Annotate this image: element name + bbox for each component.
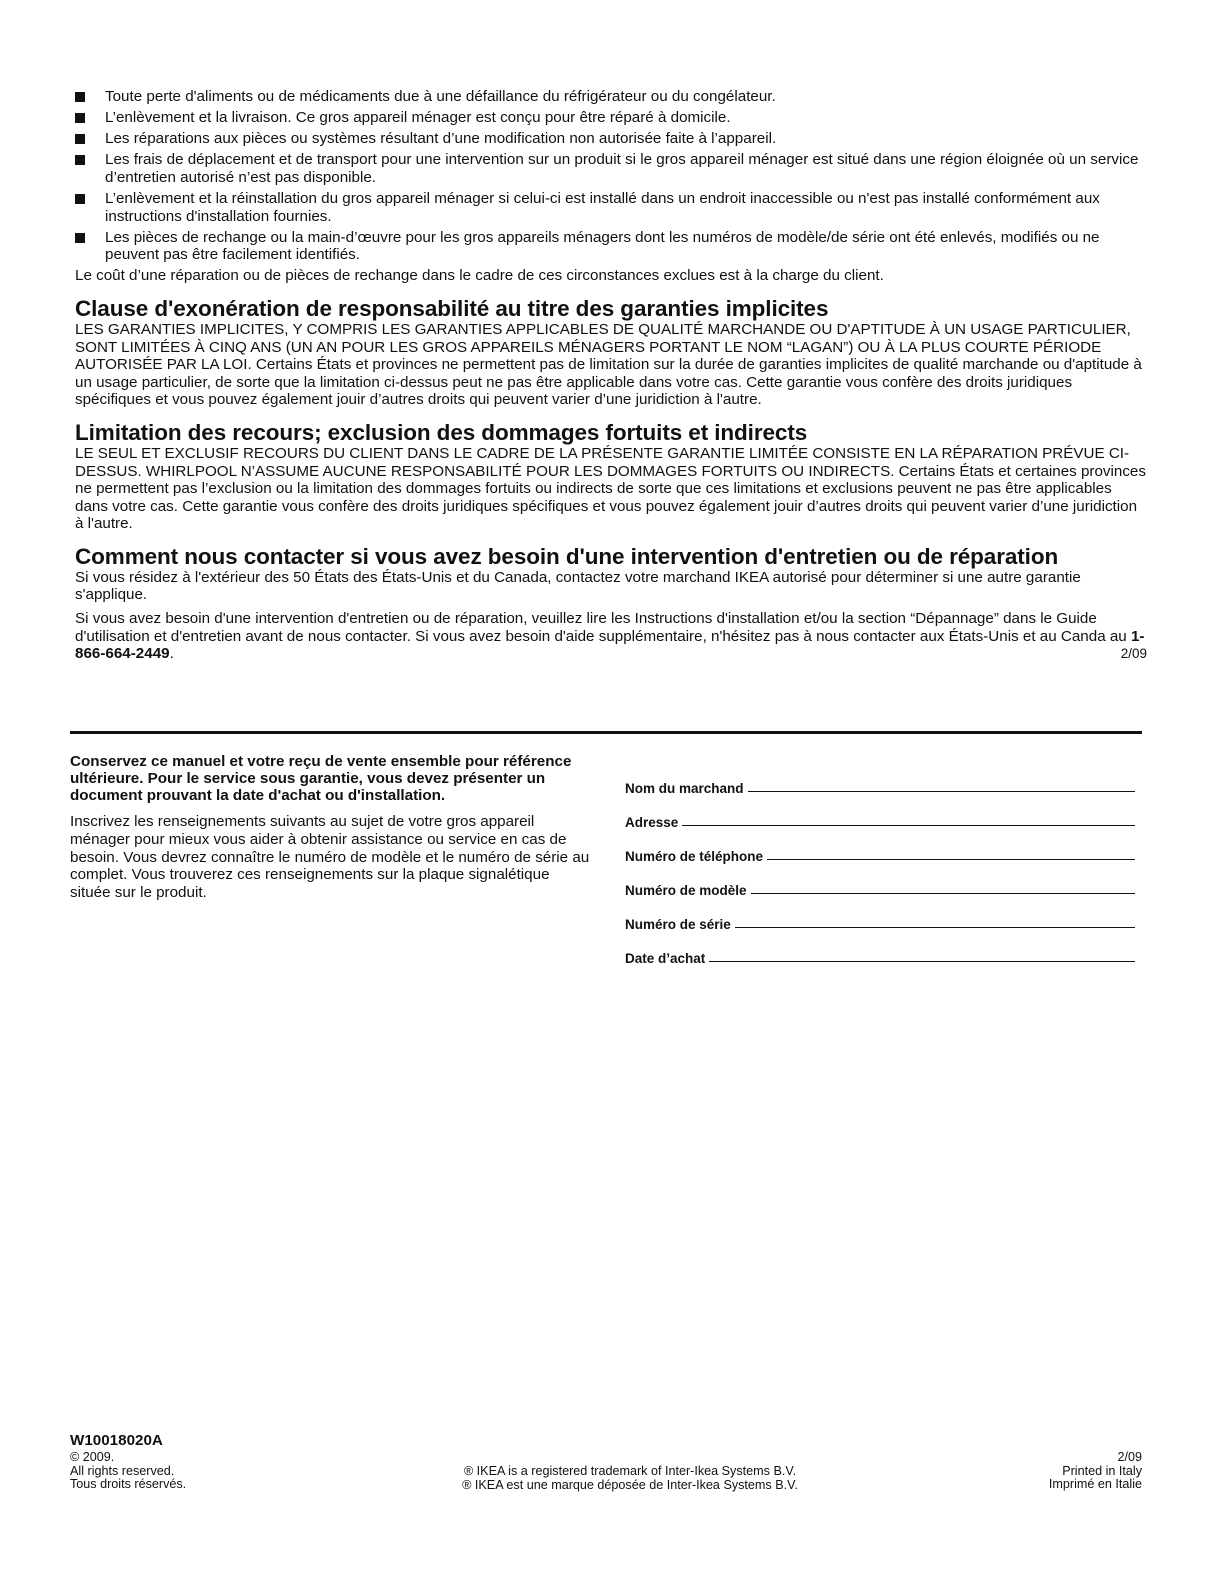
list-item-text: L’enlèvement et la réinstallation du gros appareil ménager si celui-ci est installé dans un endroit inaccessible ou n'est pas installé conformément aux instructions d'installation fournies.: [105, 189, 1100, 225]
contact-paragraph-2-text: Si vous avez besoin d'une intervention d'entretien ou de réparation, veuillez lire les Instructions d'installation et/ou la section “Dépannage” dans le Guide d'utilisation et d'entretien avant de nous contacter. Si vous avez besoin d'aide supplémentaire, n'hésitez pas à nous contacter aux États-Unis et au Canda au: [75, 610, 1127, 645]
document-code: W10018020A: [70, 1432, 163, 1449]
list-item: [75, 88, 1147, 106]
list-item-text: Toute perte d'aliments ou de médicaments due à une défaillance du réfrigérateur ou du congélateur.: [105, 88, 776, 105]
field-label: Date d’achat: [625, 951, 706, 966]
list-item-text: Les pièces de rechange ou la main-d’œuvre pour les gros appareils ménagers dont les numéros de modèle/de série ont été enlevés, modifiés ou ne peuvent pas être facilement identifiés.: [105, 228, 1100, 264]
footer-print-info: [1049, 1451, 1142, 1492]
list-item-text: Les frais de déplacement et de transport pour une intervention sur un produit si le gros appareil ménager est situé dans une région éloignée où un service d’entretien autorisé n’est pas disponible.: [105, 151, 1139, 186]
keep-manual-instructions: Inscrivez les renseignements suivants au sujet de votre gros appareil ménager pour mieux vous aider à obtenir assistance ou service en cas de besoin. Vous devrez connaître le numéro de modèle et le numéro de série au complet. Vous trouverez ces renseignements sur la plaque signalétique située sur le produit.: [70, 813, 590, 901]
rights-fr: Tous droits réservés.: [70, 1477, 187, 1492]
printed-fr: Imprimé en Italie: [1048, 1477, 1142, 1492]
fill-in-line: [751, 892, 1135, 894]
square-bullet-icon: [75, 194, 85, 204]
phone-number: 1-866-664-2449: [75, 627, 1145, 663]
section-divider: [70, 731, 1142, 734]
field-label: Numéro de série: [625, 917, 731, 932]
square-bullet-icon: [75, 233, 85, 243]
list-item: [75, 190, 1147, 225]
square-bullet-icon: [75, 92, 85, 102]
printed-en: Printed in Italy: [1062, 1463, 1142, 1478]
disclaimer-heading: Clause d'exonération de responsabilité au titre des garanties implicites: [75, 295, 829, 321]
model-number-field[interactable]: [625, 864, 1135, 898]
fill-in-line: [735, 926, 1135, 928]
contact-heading: Comment nous contacter si vous avez besoin d'une intervention d'entretien ou de réparation: [75, 543, 1059, 569]
list-item: [75, 109, 1147, 127]
footer-trademark: [320, 1465, 940, 1492]
fill-in-line: [682, 824, 1135, 826]
list-item: [75, 229, 1147, 264]
list-item-text: L’enlèvement et la livraison. Ce gros appareil ménager est conçu pour être réparé à domicile.: [105, 109, 731, 127]
list-item: [75, 151, 1147, 186]
keep-manual-notice: Conservez ce manuel et votre reçu de vente ensemble pour référence ultérieure. Pour le service sous garantie, vous devez présenter un document prouvant la date d'achat ou d'installation.: [70, 753, 572, 804]
footer-date: 2/09: [1117, 1450, 1142, 1464]
address-field[interactable]: [625, 796, 1135, 830]
rights-en: All rights reserved.: [70, 1463, 175, 1478]
serial-number-field[interactable]: [625, 898, 1135, 932]
square-bullet-icon: [75, 155, 85, 165]
square-bullet-icon: [75, 113, 85, 123]
square-bullet-icon: [75, 134, 85, 144]
purchase-info-form: [625, 762, 1135, 966]
contact-paragraph-2: [75, 610, 1147, 663]
field-label: Numéro de téléphone: [625, 849, 764, 864]
copyright-text: © 2009.: [70, 1450, 115, 1464]
warranty-content: [75, 88, 1147, 663]
fill-in-line: [748, 790, 1135, 792]
trademark-en: ® IKEA is a registered trademark of Inter-Ikea Systems B.V.: [463, 1464, 797, 1478]
dealer-name-field[interactable]: [625, 762, 1135, 796]
sentence-period: .: [169, 645, 174, 663]
limitation-heading: Limitation des recours; exclusion des dommages fortuits et indirects: [75, 419, 808, 445]
purchase-date-field[interactable]: [625, 932, 1135, 966]
field-label: Nom du marchand: [625, 781, 744, 796]
limitation-text: LE SEUL ET EXCLUSIF RECOURS DU CLIENT DANS LE CADRE DE LA PRÉSENTE GARANTIE LIMITÉE CONSISTE EN LA RÉPARATION PRÉVUE CI-DESSUS. WHIRLPOOL N’ASSUME AUCUNE RESPONSABILITÉ POUR LES DOMMAGES FORTUITS OU INDIRECTS. Certains États et certaines provinces ne permettent pas l’exclusion ou la limitation des dommages fortuits ou indirects de sorte que ces limitations et exclusions peuvent ne pas être applicables dans votre cas. Cette garantie vous confère des droits juridiques spécifiques et vous pouvez également jouir d’autres droits qui peuvent varier d’une juridiction à l'autre.: [75, 444, 1146, 533]
field-label: Numéro de modèle: [625, 883, 747, 898]
list-item-text: Les réparations aux pièces ou systèmes résultant d’une modification non autorisée faite à l’appareil.: [105, 130, 777, 148]
phone-field[interactable]: [625, 830, 1135, 864]
exclusions-summary: Le coût d’une réparation ou de pièces de rechange dans le cadre de ces circonstances exclues est à la charge du client.: [75, 267, 884, 285]
footer-copyright: [70, 1451, 186, 1492]
fill-in-line: [709, 960, 1135, 962]
list-item: [75, 130, 1147, 148]
trademark-fr: ® IKEA est une marque déposée de Inter-Ikea Systems B.V.: [462, 1477, 798, 1492]
exclusions-list: [75, 88, 1147, 264]
field-label: Adresse: [625, 815, 679, 830]
keep-manual-section: [70, 754, 590, 901]
fill-in-line: [767, 858, 1135, 860]
revision-date: 2/09: [1120, 646, 1147, 662]
disclaimer-text: LES GARANTIES IMPLICITES, Y COMPRIS LES GARANTIES APPLICABLES DE QUALITÉ MARCHANDE OU D'APTITUDE À UN USAGE PARTICULIER, SONT LIMITÉES À CINQ ANS (UN AN POUR LES GROS APPAREILS MÉNAGERS PORTANT LE NOM “LAGAN”) OU À LA PLUS COURTE PÉRIODE AUTORISÉE PAR LA LOI. Certains États et provinces ne permettent pas de limitation sur la durée de garanties implicites de qualité marchande ou d'aptitude à un usage particulier, de sorte que la limitation ci-dessus peut ne pas être applicable dans votre cas. Cette garantie vous confère des droits juridiques spécifiques et vous pouvez également jouir d’autres droits qui peuvent varier d’une juridiction à l'autre.: [75, 320, 1142, 409]
contact-paragraph-1: Si vous résidez à l'extérieur des 50 États des États-Unis et du Canada, contactez votre marchand IKEA autorisé pour déterminer si une autre garantie s'applique.: [75, 568, 1081, 604]
